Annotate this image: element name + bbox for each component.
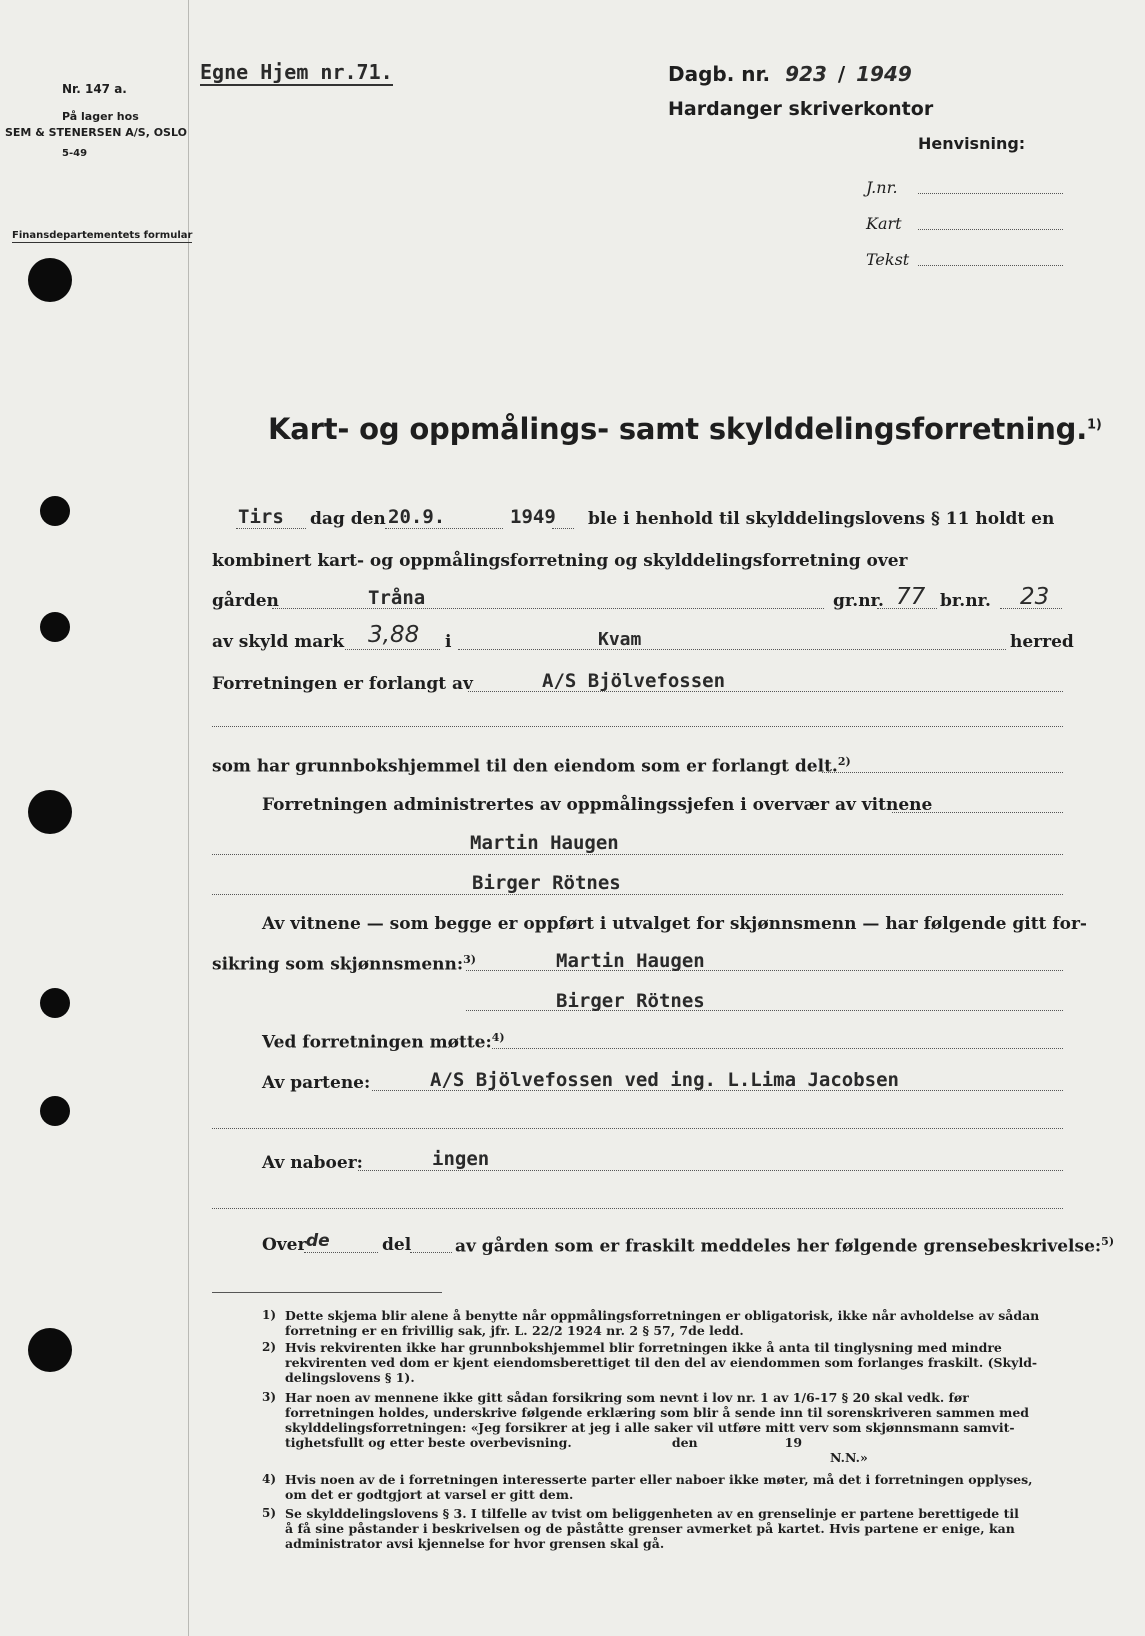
- hjemmel-text: som har grunnbokshjemmel til den eiendom som er forlangt delt.$^{2)}$: [212, 755, 851, 777]
- project-stamp: Egne Hjem nr.71.: [200, 60, 393, 84]
- footnote-rule: [212, 1292, 442, 1293]
- brnr-label: br.nr.: [940, 591, 991, 611]
- footnote-1-num: 1): [262, 1308, 277, 1322]
- herred-field: [458, 649, 1006, 650]
- tekst-field: [918, 265, 1063, 266]
- hjemmel-note: 2): [837, 755, 851, 768]
- ministry-label: Finansdepartementets formular: [12, 230, 193, 241]
- intro-rest: ble i henhold til skylddelingslovens § 11 holdt en: [588, 509, 1055, 529]
- footnote-5-num: 5): [262, 1506, 277, 1520]
- herred-value: Kvam: [598, 629, 642, 650]
- year-field: [552, 528, 574, 529]
- witness-2-line: [212, 894, 1063, 895]
- over-label: Over: [262, 1235, 307, 1255]
- kart-field: [918, 229, 1063, 230]
- over-field: [304, 1252, 378, 1253]
- requested-label: Forretningen er forlangt av: [212, 674, 473, 694]
- grnr-label: gr.nr.: [833, 591, 884, 611]
- skyld-value: 3,88: [368, 622, 420, 648]
- margin-rule: [188, 0, 189, 1636]
- partene-label: Av partene:: [262, 1073, 371, 1093]
- i-label: i: [445, 632, 452, 652]
- farm-label: gården: [212, 591, 279, 611]
- naboer-label: Av naboer:: [262, 1153, 363, 1173]
- tekst-label: Tekst: [866, 250, 910, 269]
- admin-text: Forretningen administrertes av oppmålingssjefen i overvær av vitnene: [262, 795, 933, 815]
- skj-note: 3): [463, 953, 476, 966]
- skj-line-2: sikring som skjønnsmenn:$^{3)}$: [212, 953, 476, 975]
- title-note: 1): [1087, 417, 1102, 433]
- day-suffix: dag den: [310, 509, 386, 529]
- grnr-value: 77: [896, 584, 926, 610]
- office-stamp: Hardanger skriverkontor: [668, 98, 934, 120]
- hjemmel-field: [822, 772, 1063, 773]
- skyld-label: av skyld mark: [212, 632, 345, 652]
- footnote-3-num: 3): [262, 1390, 277, 1404]
- farm-value: Tråna: [368, 587, 426, 609]
- partene-value: A/S Bjölvefossen ved ing. L.Lima Jacobsen: [430, 1069, 899, 1091]
- footnote-4: Hvis noen av de i forretningen interesserte parter eller naboer ikke møter, må det i forretningen opplyses, om det er godtgjort at varsel er gitt dem.: [285, 1472, 1033, 1502]
- punch-hole: [28, 790, 72, 834]
- print-code: 5-49: [62, 148, 88, 159]
- partene-extra-line: [212, 1128, 1063, 1129]
- intro-line-2: kombinert kart- og oppmålingsforretning og skylddelingsforretning over: [212, 551, 908, 571]
- over-rest: av gården som er fraskilt meddeles her følgende grensebeskrivelse:$^{5)}$: [455, 1235, 1115, 1257]
- over-note: 5): [1101, 1235, 1115, 1248]
- punch-hole: [28, 258, 72, 302]
- journal-number: 923: [785, 62, 827, 86]
- journal-label: Dagb. nr.: [668, 62, 771, 86]
- footnote-4-num: 4): [262, 1472, 277, 1486]
- stock-line-1: På lager hos: [62, 110, 139, 123]
- skj-1: Martin Haugen: [556, 950, 705, 972]
- over-value: de: [306, 1231, 330, 1251]
- mote-text: Ved forretningen møtte:$^{4)}$: [262, 1031, 505, 1053]
- journal-year: 1949: [856, 62, 912, 86]
- naboer-extra-line: [212, 1208, 1063, 1209]
- stock-line-2: SEM & STENERSEN A/S, OSLO: [5, 126, 187, 139]
- witness-1: Martin Haugen: [470, 832, 619, 854]
- year-value: 1949: [510, 506, 556, 528]
- punch-hole: [40, 496, 70, 526]
- footnote-1: Dette skjema blir alene å benytte når oppmålingsforretningen er obligatorisk, ikke når avholdelse av sådan forretning er en frivillig sak, jfr. L. 22/2 1924 nr. 2 § 57, 7de ledd.: [285, 1308, 1040, 1338]
- punch-hole: [40, 612, 70, 642]
- skyld-field: [345, 649, 440, 650]
- footnote-5: Se skylddelingslovens § 3. I tilfelle av tvist om beliggenheten av en grenselinje er partene berettigede til å få sine påstander i beskrivelsen og de påståtte grenser avmerket på kartet. Hvis partene er enige, kan administrator avsi kjennelse for hvor grensen skal gå.: [285, 1506, 1019, 1551]
- punch-hole: [40, 988, 70, 1018]
- punch-hole: [40, 1096, 70, 1126]
- jnr-field: [918, 193, 1063, 194]
- farm-field: [272, 608, 824, 609]
- skj-line-1: Av vitnene — som begge er oppført i utvalget for skjønnsmenn — har følgende gitt for-: [262, 914, 1087, 934]
- footnote-2-num: 2): [262, 1340, 277, 1354]
- requested-extra-line: [212, 726, 1063, 727]
- date-field: [385, 528, 503, 529]
- brnr-value: 23: [1020, 584, 1050, 610]
- naboer-value: ingen: [432, 1148, 490, 1170]
- day-value: Tirs: [238, 506, 284, 528]
- witness-1-line: [212, 854, 1063, 855]
- del-field: [410, 1252, 452, 1253]
- mote-field: [492, 1048, 1063, 1049]
- date-value: 20.9.: [388, 506, 446, 528]
- requested-value: A/S Bjölvefossen: [542, 670, 726, 692]
- del-label: del: [382, 1235, 412, 1255]
- day-field: [236, 528, 306, 529]
- kart-label: Kart: [866, 214, 902, 233]
- footnote-3: Har noen av mennene ikke gitt sådan forsikring som nevnt i lov nr. 1 av 1/6-17 § 20 skal vedk. før forretningen holdes, underskrive følgende erklæring som blir å sende inn til sorenskriveren sammen med skylddelingsforretningen: «Jeg forsikrer at jeg i alle saker vil utføre mitt verv som skjønnsmann samvit- tighetsfullt og etter beste overbevisning. den 19 N.N.»: [285, 1390, 1030, 1465]
- witness-2: Birger Rötnes: [472, 872, 621, 894]
- mote-note: 4): [491, 1031, 505, 1044]
- punch-hole: [28, 1328, 72, 1372]
- herred-label: herred: [1010, 632, 1074, 652]
- skj-2: Birger Rötnes: [556, 990, 705, 1012]
- jnr-label: J.nr.: [866, 178, 898, 197]
- admin-field: [892, 812, 1063, 813]
- form-number: Nr. 147 a.: [62, 82, 127, 96]
- journal-stamp: Dagb. nr. 923 / 1949: [668, 62, 912, 86]
- reference-heading: Henvisning:: [918, 134, 1026, 153]
- footnote-2: Hvis rekvirenten ikke har grunnbokshjemmel blir forretningen ikke å anta til tinglysning med mindre rekvirenten ved dom er kjent eiendomsberettiget til den del av eiendommen som forlanges fraskilt. (Skyld- delingslovens § 1).: [285, 1340, 1038, 1385]
- naboer-field: [358, 1170, 1063, 1171]
- page-title: Kart- og oppmålings- samt skylddelingsforretning.$^{1)}$: [268, 412, 1102, 446]
